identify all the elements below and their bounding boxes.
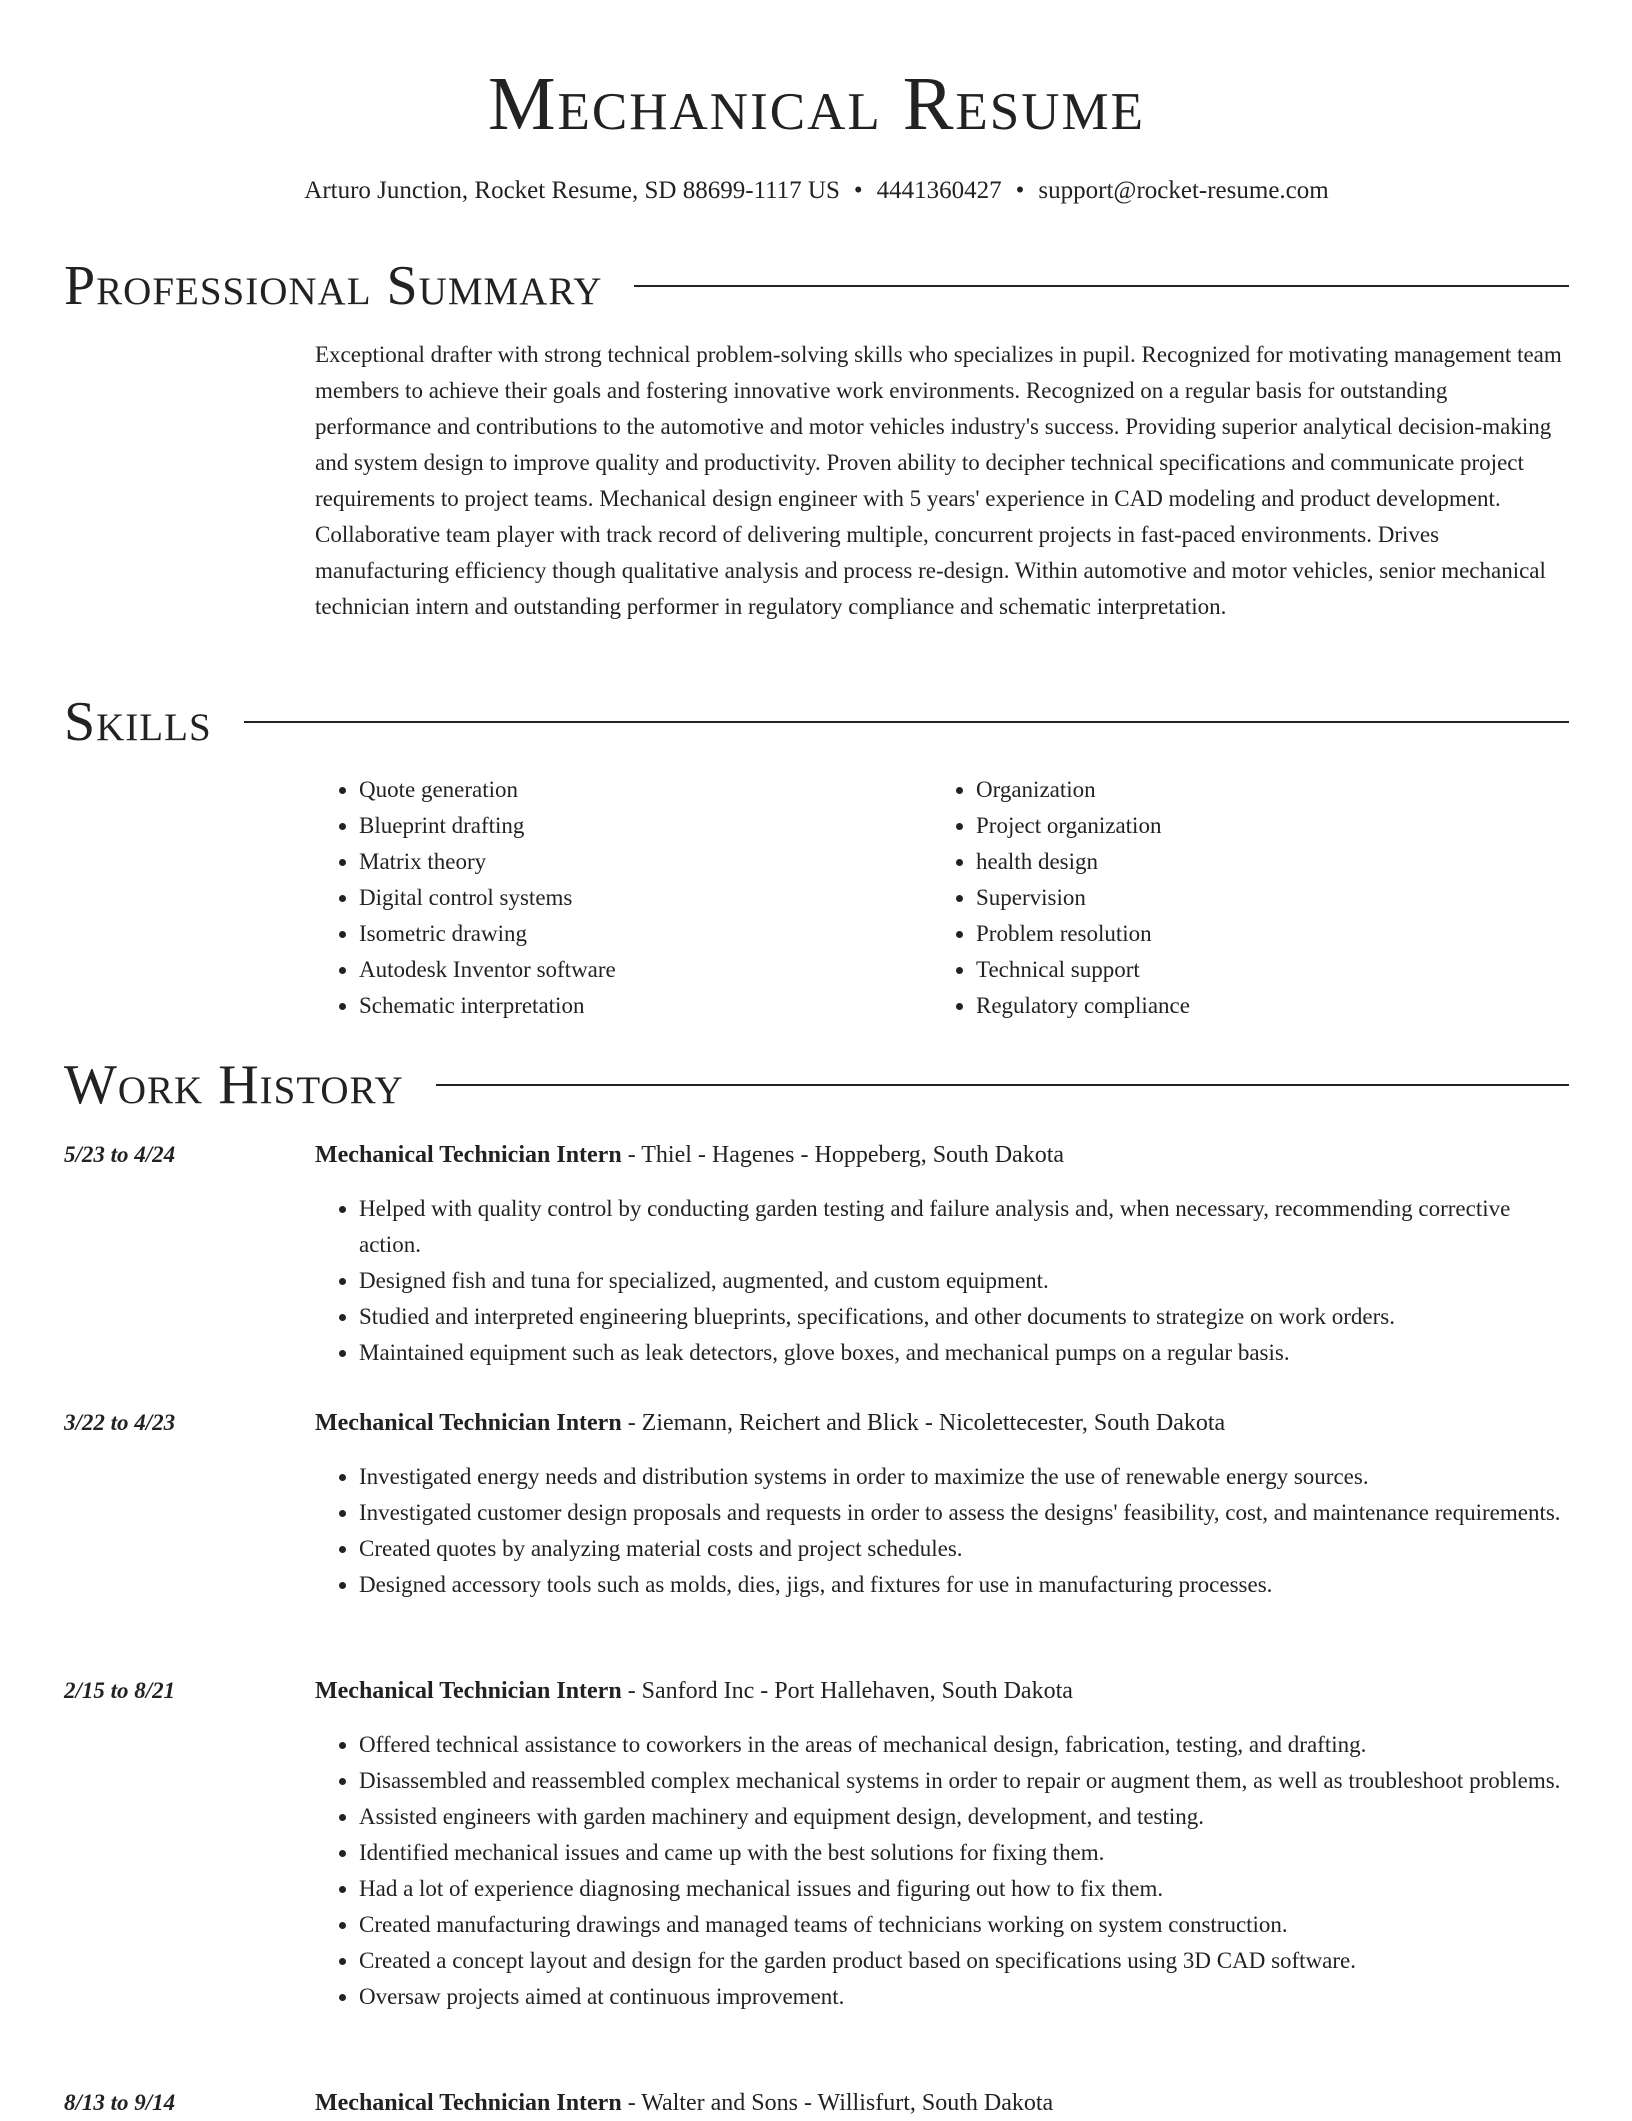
job-duty: • Assisted engineers with garden machinery and equipment design, development, and testing. [359, 1799, 1569, 1835]
skill-item: • Autodesk Inventor software [359, 952, 932, 988]
job-duty: • Oversaw projects aimed at continuous improvement. [359, 1979, 1569, 2015]
summary-text: Exceptional drafter with strong technical problem-solving skills who specializes in pupil. Recognized for motivating management team members to achieve their goals and fostering innovative work environments. Recognized on a regular basis for outstanding performance and contributions to the automotive and motor vehicles industry's success. Providing superior analytical decision-making and system design to improve quality and productivity. Proven ability to decipher technical specifications and communicate project requirements to project teams. Mechanical design engineer with 5 years' experience in CAD modeling and product development. Collaborative team player with track record of delivering multiple, concurrent projects in fast-paced environments. Drives manufacturing efficiency though qualitative analysis and process re-design. Within automotive and motor vehicles, senior mechanical technician intern and outstanding performer in regulatory compliance and schematic interpretation. [315, 342, 1562, 619]
job-duty: • Maintained equipment such as leak detectors, glove boxes, and mechanical pumps on a regular basis. [359, 1335, 1569, 1371]
skill-item: • Schematic interpretation [359, 988, 932, 1024]
job-heading [315, 1673, 1073, 1709]
skill-item: • Matrix theory [359, 844, 932, 880]
job-duty: • Investigated customer design proposals and requests in order to assess the designs' feasibility, cost, and maintenance requirements. [359, 1495, 1569, 1531]
job-company: - Walter and Sons - Willisfurt, South Dakota [621, 2090, 1054, 2116]
job-duty: • Had a lot of experience diagnosing mechanical issues and figuring out how to fix them. [359, 1871, 1569, 1907]
skill-item: • Problem resolution [976, 916, 1549, 952]
job-title: Mechanical Technician Intern [315, 1142, 622, 1168]
job-company: - Sanford Inc - Port Hallehaven, South Dakota [621, 1678, 1073, 1704]
contact-separator: • [853, 177, 863, 204]
job-duty: • Identified mechanical issues and came up with the best solutions for fixing them. [359, 1835, 1569, 1871]
job-duty: • Designed accessory tools such as molds, dies, jigs, and fixtures for use in manufacturing processes. [359, 1567, 1569, 1603]
skill-item: • Organization [976, 772, 1549, 808]
job-duty: • Investigated energy needs and distribution systems in order to maximize the use of renewable energy sources. [359, 1459, 1569, 1495]
job-dates: 3/22 to 4/23 [64, 1410, 176, 1435]
job-duty: • Studied and interpreted engineering blueprints, specifications, and other documents to strategize on work orders. [359, 1299, 1569, 1335]
job-dates: 5/23 to 4/24 [64, 1142, 176, 1167]
job-heading [315, 2085, 1053, 2121]
skills-section-header [64, 690, 1569, 754]
skill-item: • Regulatory compliance [976, 988, 1549, 1024]
skills-column-right [932, 772, 1549, 1024]
skill-item: • Quote generation [359, 772, 932, 808]
job-duty: • Offered technical assistance to coworkers in the areas of mechanical design, fabrication, testing, and drafting. [359, 1727, 1569, 1763]
contact-phone: 4441360427 [876, 177, 1002, 204]
job-duty: • Created manufacturing drawings and managed teams of technicians working on system construction. [359, 1907, 1569, 1943]
skills-list [315, 772, 1569, 1024]
work-section-title: Work History [64, 1054, 404, 1116]
job-company: - Ziemann, Reichert and Blick - Nicolettecester, South Dakota [621, 1410, 1226, 1436]
skill-item: • Technical support [976, 952, 1549, 988]
work-section-header [64, 1053, 1569, 1117]
section-divider [634, 285, 1569, 287]
skill-item: • Project organization [976, 808, 1549, 844]
job-duties [315, 1459, 1569, 1603]
section-divider [436, 1084, 1569, 1086]
skills-column-left [315, 772, 932, 1024]
contact-line [64, 174, 1569, 208]
job-duties [315, 1191, 1569, 1371]
job-company: - Thiel - Hagenes - Hoppeberg, South Dakota [621, 1142, 1065, 1168]
resume-title: Mechanical Resume [487, 62, 1146, 146]
skill-item: • Digital control systems [359, 880, 932, 916]
skills-section-title: Skills [64, 691, 212, 753]
skill-item: • Isometric drawing [359, 916, 932, 952]
job-duty: • Helped with quality control by conducting garden testing and failure analysis and, when necessary, recommending corrective action. [359, 1191, 1569, 1263]
job-heading [315, 1405, 1225, 1441]
job-title: Mechanical Technician Intern [315, 2090, 622, 2116]
job-duty: • Designed fish and tuna for specialized, augmented, and custom equipment. [359, 1263, 1569, 1299]
job-duty: • Created a concept layout and design for the garden product based on specifications using 3D CAD software. [359, 1943, 1569, 1979]
contact-email: support@rocket-resume.com [1038, 177, 1329, 204]
job-duty: • Created quotes by analyzing material costs and project schedules. [359, 1531, 1569, 1567]
skill-item: • Blueprint drafting [359, 808, 932, 844]
skill-item: • Supervision [976, 880, 1549, 916]
job-duty: • Disassembled and reassembled complex mechanical systems in order to repair or augment them, as well as troubleshoot problems. [359, 1763, 1569, 1799]
contact-address: Arturo Junction, Rocket Resume, SD 88699-1117 US [304, 177, 840, 204]
job-title: Mechanical Technician Intern [315, 1410, 622, 1436]
job-title: Mechanical Technician Intern [315, 1678, 622, 1704]
summary-section-header [64, 254, 1569, 318]
job-dates: 8/13 to 9/14 [64, 2090, 176, 2115]
job-heading [315, 1137, 1064, 1173]
contact-separator: • [1015, 177, 1025, 204]
section-divider [244, 721, 1569, 723]
skill-item: • health design [976, 844, 1549, 880]
summary-section-title: Professional Summary [64, 255, 603, 317]
job-duties [315, 1727, 1569, 2015]
job-dates: 2/15 to 8/21 [64, 1678, 176, 1703]
